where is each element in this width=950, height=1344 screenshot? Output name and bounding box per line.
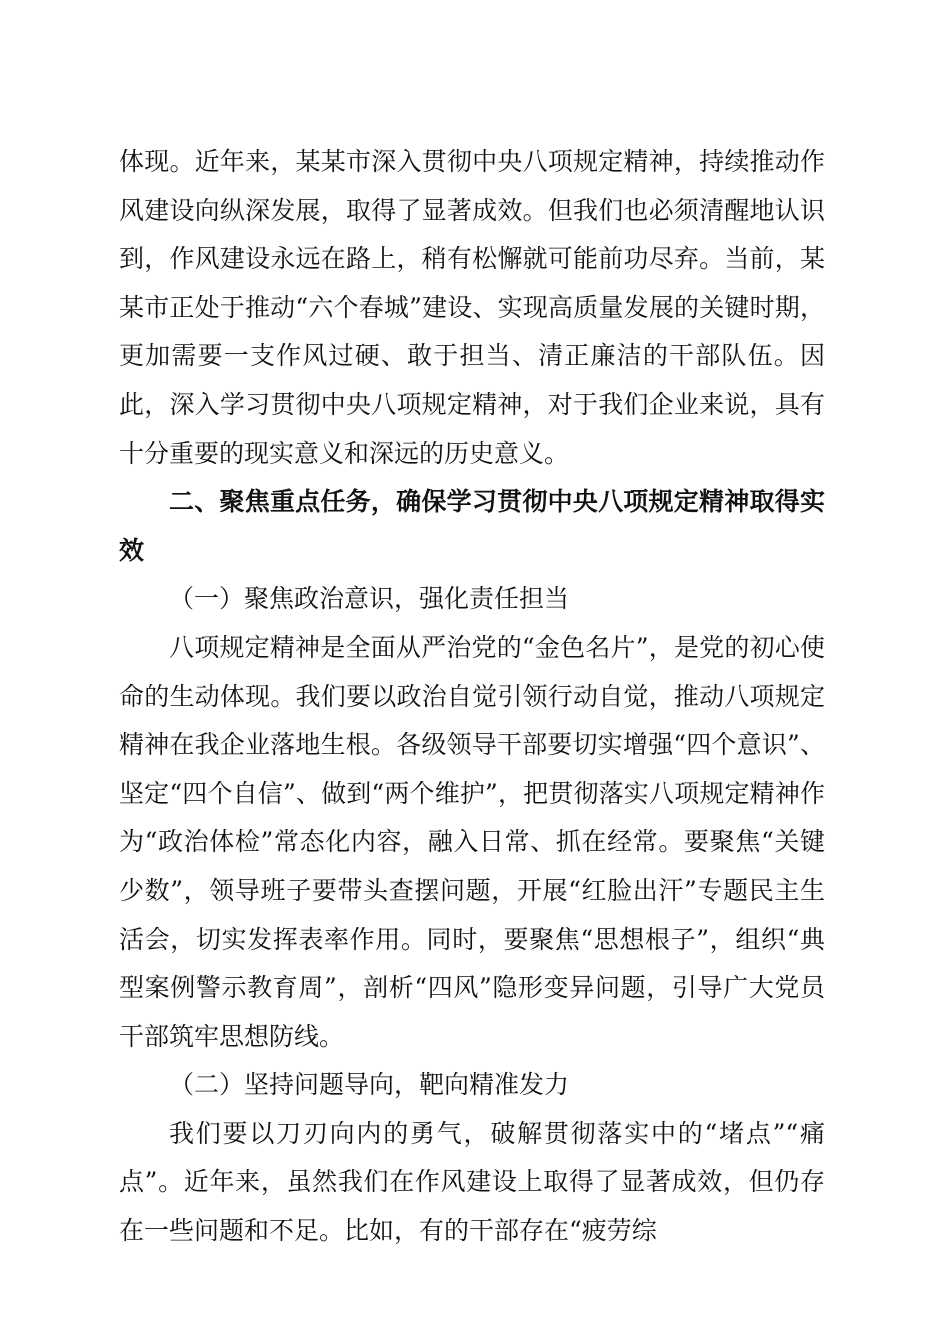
section-heading-2: 二、聚焦重点任务，确保学习贯彻中央八项规定精神取得实效 [119,487,825,565]
subheading-2: （二）坚持问题导向，靶向精准发力 [169,1070,570,1100]
paragraph-continued: 体现。近年来，某某市深入贯彻中央八项规定精神，持续推动作风建设向纵深发展，取得了显著成效。但我们也必须清醒地认识到，作风建设永远在路上，稍有松懈就可能前功尽弃。当前，某某市正处于推动“六个春城”建设、实现高质量发展的关键时期，更加需要一支作风过硬、敢于担当、清正廉洁的干部队伍。因此，深入学习贯彻中央八项规定精神，对于我们企业来说，具有十分重要的现实意义和深远的历史意义。 [119,147,825,468]
paragraph-political-awareness: 八项规定精神是全面从严治党的“金色名片”，是党的初心使命的生动体现。我们要以政治自觉引领行动自觉，推动八项规定精神在我企业落地生根。各级领导干部要切实增强“四个意识”、坚定“四个自信”、做到“两个维护”，把贯彻落实八项规定精神作为“政治体检”常态化内容，融入日常、抓在经常。要聚焦“关键少数”，领导班子要带头查摆问题，开展“红脸出汗”专题民主生活会，切实发挥表率作用。同时，要聚焦“思想根子”，组织“典型案例警示教育周”，剖析“四风”隐形变异问题，引导广大党员干部筑牢思想防线。 [119,632,825,1051]
subheading-1: （一）聚焦政治意识，强化责任担当 [169,584,570,614]
document-body [119,138,825,1256]
paragraph-problem-oriented: 我们要以刀刃向内的勇气，破解贯彻落实中的“堵点”“痛点”。近年来，虽然我们在作风建设上取得了显著成效，但仍存在一些问题和不足。比如，有的干部存在“疲劳综 [119,1118,825,1246]
